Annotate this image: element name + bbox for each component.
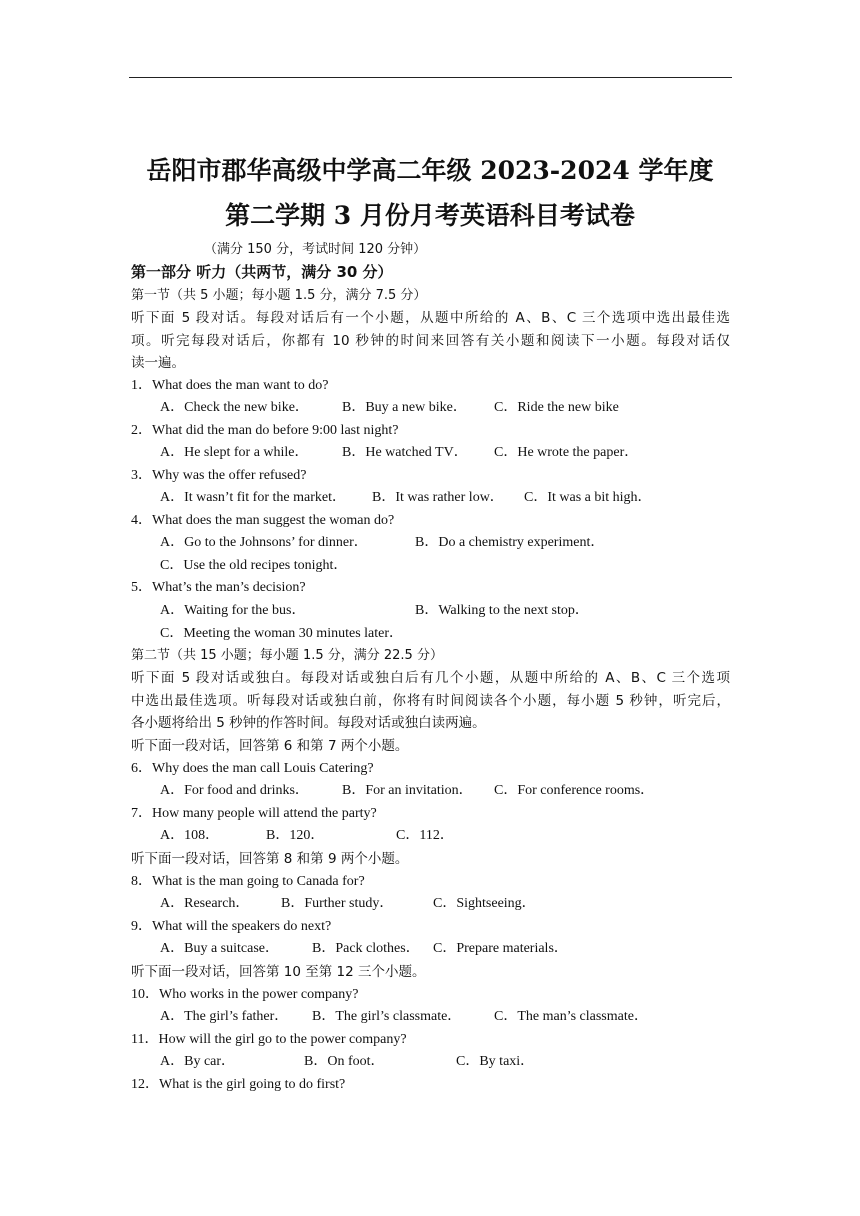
- option-a: A．Research．: [160, 896, 250, 911]
- option-c: C．112．: [396, 828, 454, 843]
- question-stem: 1．What does the man want to do?: [131, 378, 329, 393]
- dialogue-note: 听下面一段对话，回答第 8 和第 9 两个小题。: [131, 851, 409, 867]
- option-a: A．It wasn’t fit for the market．: [160, 490, 346, 505]
- question-stem: 5．What’s the man’s decision?: [131, 580, 306, 595]
- section2-instruction-line: 中选出最佳选项。听每段对话或独白前，你将有时间阅读各个小题，每小题 5 秒钟，听完后，: [131, 693, 730, 709]
- option-c: C．Sightseeing．: [433, 896, 536, 911]
- question-stem: 11．How will the girl go to the power company?: [131, 1032, 407, 1047]
- question-stem: 9．What will the speakers do next?: [131, 919, 332, 934]
- option-a: A．He slept for a while．: [160, 445, 309, 460]
- section1-instruction-line: 听下面 5 段对话。每段对话后有一个小题，从题中所给的 A、B、C 三个选项中选出最佳选: [131, 310, 730, 326]
- exam-title-line2: 第二学期 3 月份月考英语科目考试卷: [225, 201, 635, 230]
- dialogue-note: 听下面一段对话，回答第 10 至第 12 三个小题。: [131, 964, 426, 980]
- section1-instruction-line: 读一遍。: [131, 355, 185, 371]
- question-stem: 10．Who works in the power company?: [131, 987, 359, 1002]
- option-c: C．Ride the new bike: [494, 400, 619, 415]
- option-b: B．Further study．: [281, 896, 394, 911]
- option-a: A．The girl’s father．: [160, 1009, 289, 1024]
- header-rule: [129, 77, 732, 78]
- section1-heading: 第一节（共 5 小题；每小题 1.5 分，满分 7.5 分）: [131, 288, 427, 303]
- question-stem: 3．Why was the offer refused?: [131, 468, 307, 483]
- option-a: A．Check the new bike．: [160, 400, 309, 415]
- option-b: B．It was rather low．: [372, 490, 504, 505]
- section2-instruction-line: 各小题将给出 5 秒钟的作答时间。每段对话或独白读两遍。: [131, 715, 486, 731]
- section2-heading: 第二节（共 15 小题；每小题 1.5 分，满分 22.5 分）: [131, 648, 443, 663]
- exam-subtitle: （满分 150 分，考试时间 120 分钟）: [204, 242, 427, 257]
- option-b: B．The girl’s classmate．: [312, 1009, 462, 1024]
- option-b: B．120．: [266, 828, 325, 843]
- question-stem: 4．What does the man suggest the woman do?: [131, 513, 395, 528]
- exam-title-line1: 岳阳市郡华高级中学高二年级 2023-2024 学年度: [146, 156, 714, 185]
- option-c: C．The man’s classmate．: [494, 1009, 648, 1024]
- option-b: B．He watched TV．: [342, 445, 468, 460]
- option-a: A．For food and drinks．: [160, 783, 309, 798]
- option-c: C．Meeting the woman 30 minutes later．: [160, 626, 404, 641]
- option-b: B．On foot．: [304, 1054, 385, 1069]
- question-stem: 7．How many people will attend the party?: [131, 806, 377, 821]
- option-c: C．It was a bit high．: [524, 490, 652, 505]
- option-b: B．For an invitation．: [342, 783, 473, 798]
- question-stem: 12．What is the girl going to do first?: [131, 1077, 346, 1092]
- option-a: A．By car．: [160, 1054, 236, 1069]
- option-c: C．He wrote the paper．: [494, 445, 639, 460]
- question-stem: 8．What is the man going to Canada for?: [131, 874, 365, 889]
- option-b: B．Do a chemistry experiment．: [415, 535, 605, 550]
- option-b: B．Buy a new bike．: [342, 400, 467, 415]
- option-c: C．Use the old recipes tonight．: [160, 558, 348, 573]
- section2-instruction-line: 听下面 5 段对话或独白。每段对话或独白后有几个小题，从题中所给的 A、B、C 三个选项: [131, 670, 730, 686]
- option-c: C．By taxi．: [456, 1054, 535, 1069]
- dialogue-note: 听下面一段对话，回答第 6 和第 7 两个小题。: [131, 738, 409, 754]
- part1-heading: 第一部分 听力（共两节，满分 30 分）: [131, 263, 393, 281]
- section1-instruction-line: 项。听完每段对话后，你都有 10 秒钟的时间来回答有关小题和阅读下一小题。每段对话仅: [131, 333, 730, 349]
- option-a: A．108．: [160, 828, 220, 843]
- option-b: B．Pack clothes．: [312, 941, 420, 956]
- option-a: A．Waiting for the bus．: [160, 603, 306, 618]
- option-c: C．Prepare materials．: [433, 941, 568, 956]
- option-c: C．For conference rooms．: [494, 783, 655, 798]
- option-a: A．Go to the Johnsons’ for dinner．: [160, 535, 368, 550]
- option-b: B．Walking to the next stop．: [415, 603, 589, 618]
- option-a: A．Buy a suitcase．: [160, 941, 279, 956]
- question-stem: 2．What did the man do before 9:00 last night?: [131, 423, 399, 438]
- question-stem: 6．Why does the man call Louis Catering?: [131, 761, 374, 776]
